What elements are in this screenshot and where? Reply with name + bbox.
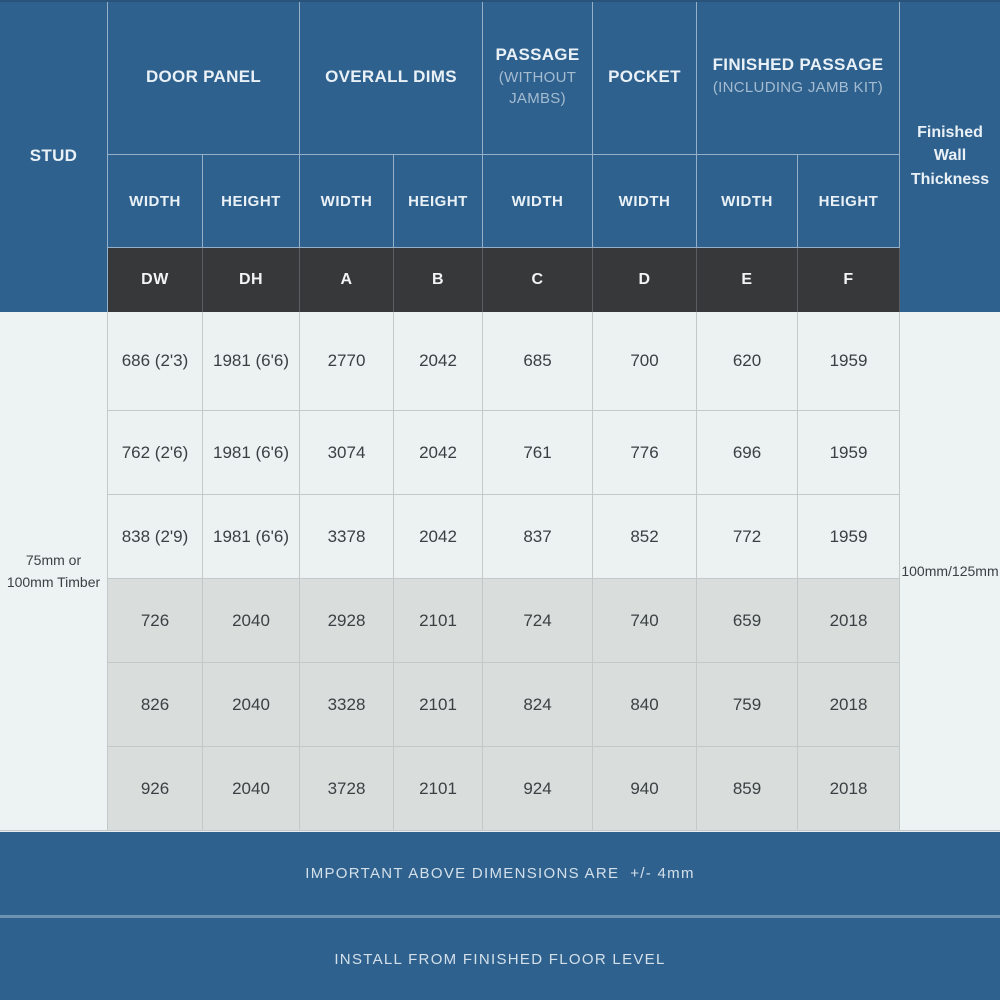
table-cell: 837 [483,495,593,579]
subheader-passage-width: WIDTH [483,155,593,248]
table-cell: 926 [108,747,203,831]
fwt-line-2: Wall [933,147,967,165]
table-cell: 2042 [394,411,483,495]
column-code-a: A [300,248,394,312]
table-cell: 2770 [300,312,394,411]
fwt-line-3: Thickness [910,170,990,188]
table-cell: 2018 [798,747,900,831]
table-cell: 2040 [203,663,300,747]
header-finished-wall-thickness [900,0,1000,312]
table-cell: 762 (2'6) [108,411,203,495]
top-border-line [0,0,1000,2]
column-code-c: C [483,248,593,312]
header-finished-passage-label: FINISHED PASSAGE [712,55,884,75]
header-overall-dims [300,0,483,155]
table-cell: 3328 [300,663,394,747]
table-cell: 2928 [300,579,394,663]
table-cell: 859 [697,747,798,831]
column-code-d: D [593,248,697,312]
subheader-pocket-width: WIDTH [593,155,697,248]
table-cell: 724 [483,579,593,663]
note-install-text: INSTALL FROM FINISHED FLOOR LEVEL [334,950,666,968]
table-cell: 940 [593,747,697,831]
table-cell: 924 [483,747,593,831]
subheader-finished-height: HEIGHT [798,155,900,248]
table-cell: 761 [483,411,593,495]
subheader-finished-width: WIDTH [697,155,798,248]
table-cell: 3378 [300,495,394,579]
header-door-panel [108,0,300,155]
column-code-b: B [394,248,483,312]
table-cell: 1981 (6'6) [203,312,300,411]
column-code-e: E [697,248,798,312]
table-cell: 740 [593,579,697,663]
table-cell: 2018 [798,579,900,663]
table-cell: 2040 [203,579,300,663]
subheader-door-width: WIDTH [108,155,203,248]
table-cell: 2042 [394,312,483,411]
table-cell: 2042 [394,495,483,579]
side-label-wall-thickness [900,312,1000,831]
subheader-door-height: HEIGHT [203,155,300,248]
table-cell: 3728 [300,747,394,831]
table-cell: 686 (2'3) [108,312,203,411]
header-overall-dims-label: OVERALL DIMS [325,67,457,86]
header-stud [0,0,108,312]
table-cell: 696 [697,411,798,495]
table-cell: 659 [697,579,798,663]
table-cell: 2040 [203,747,300,831]
table-cell: 2101 [394,747,483,831]
header-passage-subnote: (WITHOUT JAMBS) [498,69,577,107]
table-cell: 1981 (6'6) [203,495,300,579]
table-cell: 826 [108,663,203,747]
header-pocket-label: POCKET [608,67,681,86]
table-cell: 3074 [300,411,394,495]
table-cell: 776 [593,411,697,495]
table-cell: 2101 [394,663,483,747]
header-stud-label: STUD [29,146,78,165]
side-label-right-text: 100mm/125mm [901,562,999,579]
table-cell: 772 [697,495,798,579]
column-code-f: F [798,248,900,312]
table-cell: 620 [697,312,798,411]
note-banner-install [0,918,1000,1000]
header-finished-passage [697,0,900,155]
table-cell: 824 [483,663,593,747]
table-cell: 1959 [798,411,900,495]
column-code-dw: DW [108,248,203,312]
column-code-dh: DH [203,248,300,312]
header-door-panel-label: DOOR PANEL [145,67,262,86]
table-cell: 759 [697,663,798,747]
side-label-stud-timber [0,312,108,831]
table-cell: 852 [593,495,697,579]
table-cell: 1959 [798,495,900,579]
header-finished-passage-subnote: (INCLUDING JAMB KIT) [712,79,884,97]
side-label-left-line1: 75mm or [25,551,82,568]
note-tolerance-text: IMPORTANT ABOVE DIMENSIONS ARE +/- 4mm [305,865,695,882]
note-banner-tolerance [0,832,1000,915]
table-cell: 840 [593,663,697,747]
subheader-overall-width: WIDTH [300,155,394,248]
table-cell: 1981 (6'6) [203,411,300,495]
header-passage-label: PASSAGE [495,45,580,65]
header-pocket [593,0,697,155]
header-passage [483,0,593,155]
table-cell: 1959 [798,312,900,411]
table-cell: 726 [108,579,203,663]
table-cell: 838 (2'9) [108,495,203,579]
table-cell: 2101 [394,579,483,663]
fwt-line-1: Finished [917,124,983,142]
side-label-left-line2: 100mm Timber [6,574,101,590]
table-cell: 2018 [798,663,900,747]
table-cell: 700 [593,312,697,411]
subheader-overall-height: HEIGHT [394,155,483,248]
table-cell: 685 [483,312,593,411]
